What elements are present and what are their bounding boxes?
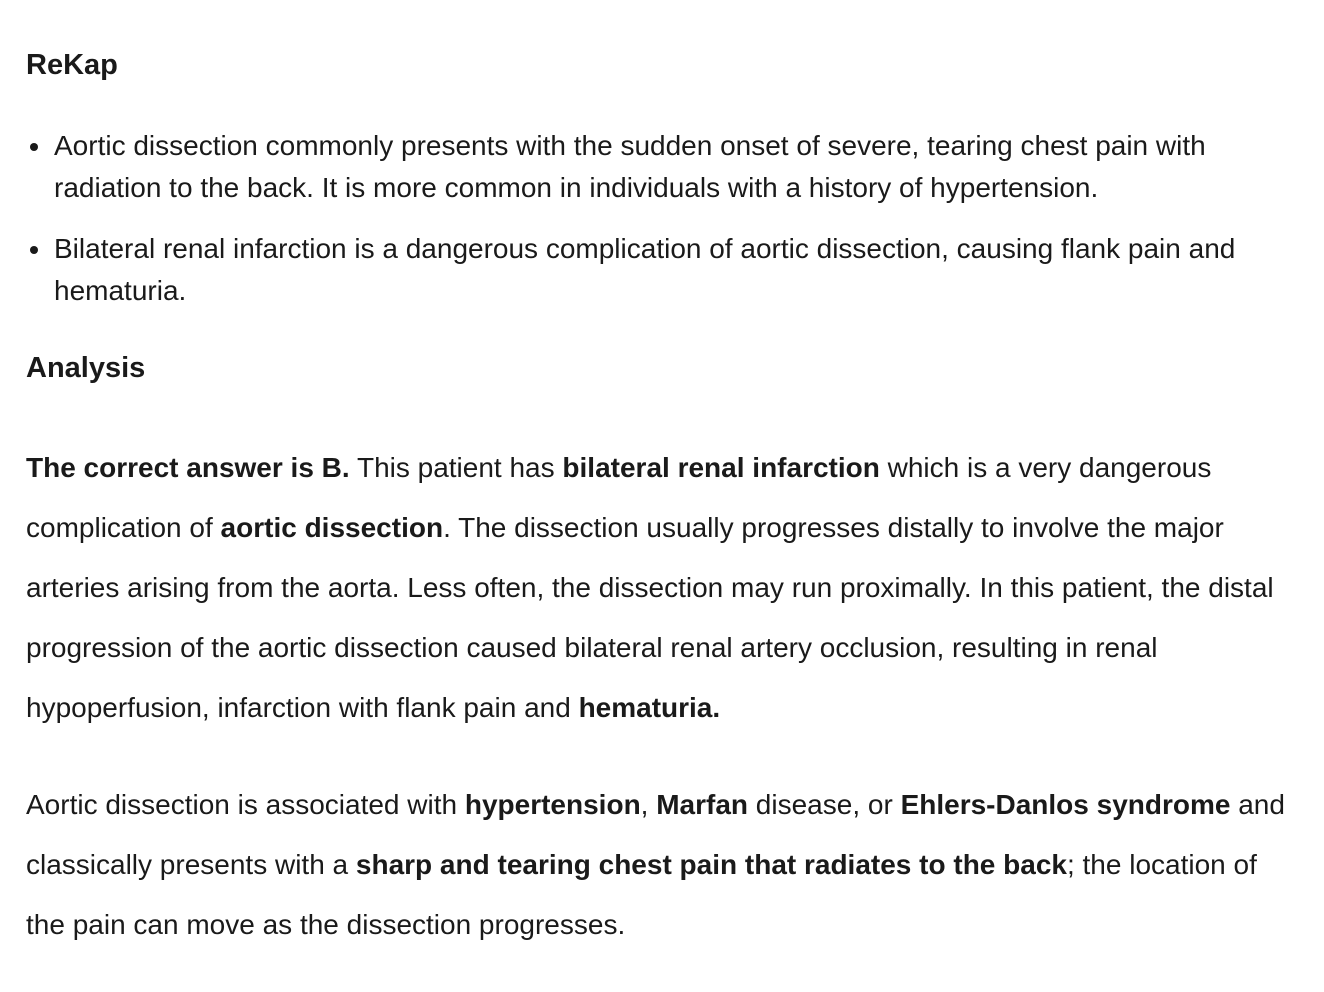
key-term: sharp and tearing chest pain that radiates to the back — [355, 849, 1067, 880]
bullet-icon — [30, 246, 38, 254]
key-term: Marfan — [656, 789, 749, 820]
paragraph-text: ; the location of the pain can move as the dissection progresses. — [26, 849, 1257, 940]
analysis-heading: Analysis — [26, 352, 146, 384]
key-term: hypertension — [464, 789, 641, 820]
rekap-bullet-item — [26, 125, 1301, 209]
bullet-icon — [30, 143, 38, 151]
rekap-bullet-list — [26, 125, 1301, 331]
rekap-bullet-text: Bilateral renal infarction is a dangerous complication of aortic dissection, causing flank pain and hematuria. — [54, 233, 1236, 306]
paragraph-text: Aortic dissection is associated with — [26, 789, 465, 820]
key-term: bilateral renal infarction — [562, 452, 880, 483]
rekap-bullet-text: Aortic dissection commonly presents with the sudden onset of severe, tearing chest pain with radiation to the back. It is more common in individuals with a history of hypertension. — [54, 130, 1206, 203]
paragraph-text: and classically presents with a — [26, 789, 1285, 880]
rekap-heading: ReKap — [26, 49, 118, 81]
rekap-bullet-item — [26, 228, 1301, 312]
key-term: hematuria. — [578, 692, 721, 723]
paragraph-text: . The dissection usually progresses distally to involve the major arteries arising from the aorta. Less often, the dissection may run proximally. In this patient, the distal progression of the aortic dissection caused bilateral renal artery occlusion, resulting in renal hypoperfusion, infarction with flank pain and — [26, 512, 1274, 723]
paragraph-text: This patient has — [349, 452, 563, 483]
analysis-paragraph — [26, 438, 1301, 738]
paragraph-text: , — [640, 789, 657, 820]
key-term: Ehlers-Danlos syndrome — [900, 789, 1231, 820]
paragraph-text: disease, or — [748, 789, 901, 820]
key-term: aortic dissection — [220, 512, 444, 543]
correct-answer-text: The correct answer is B. — [26, 452, 350, 483]
paragraph-text: which is a very dangerous complication of — [26, 452, 1212, 543]
analysis-paragraph — [26, 775, 1301, 955]
